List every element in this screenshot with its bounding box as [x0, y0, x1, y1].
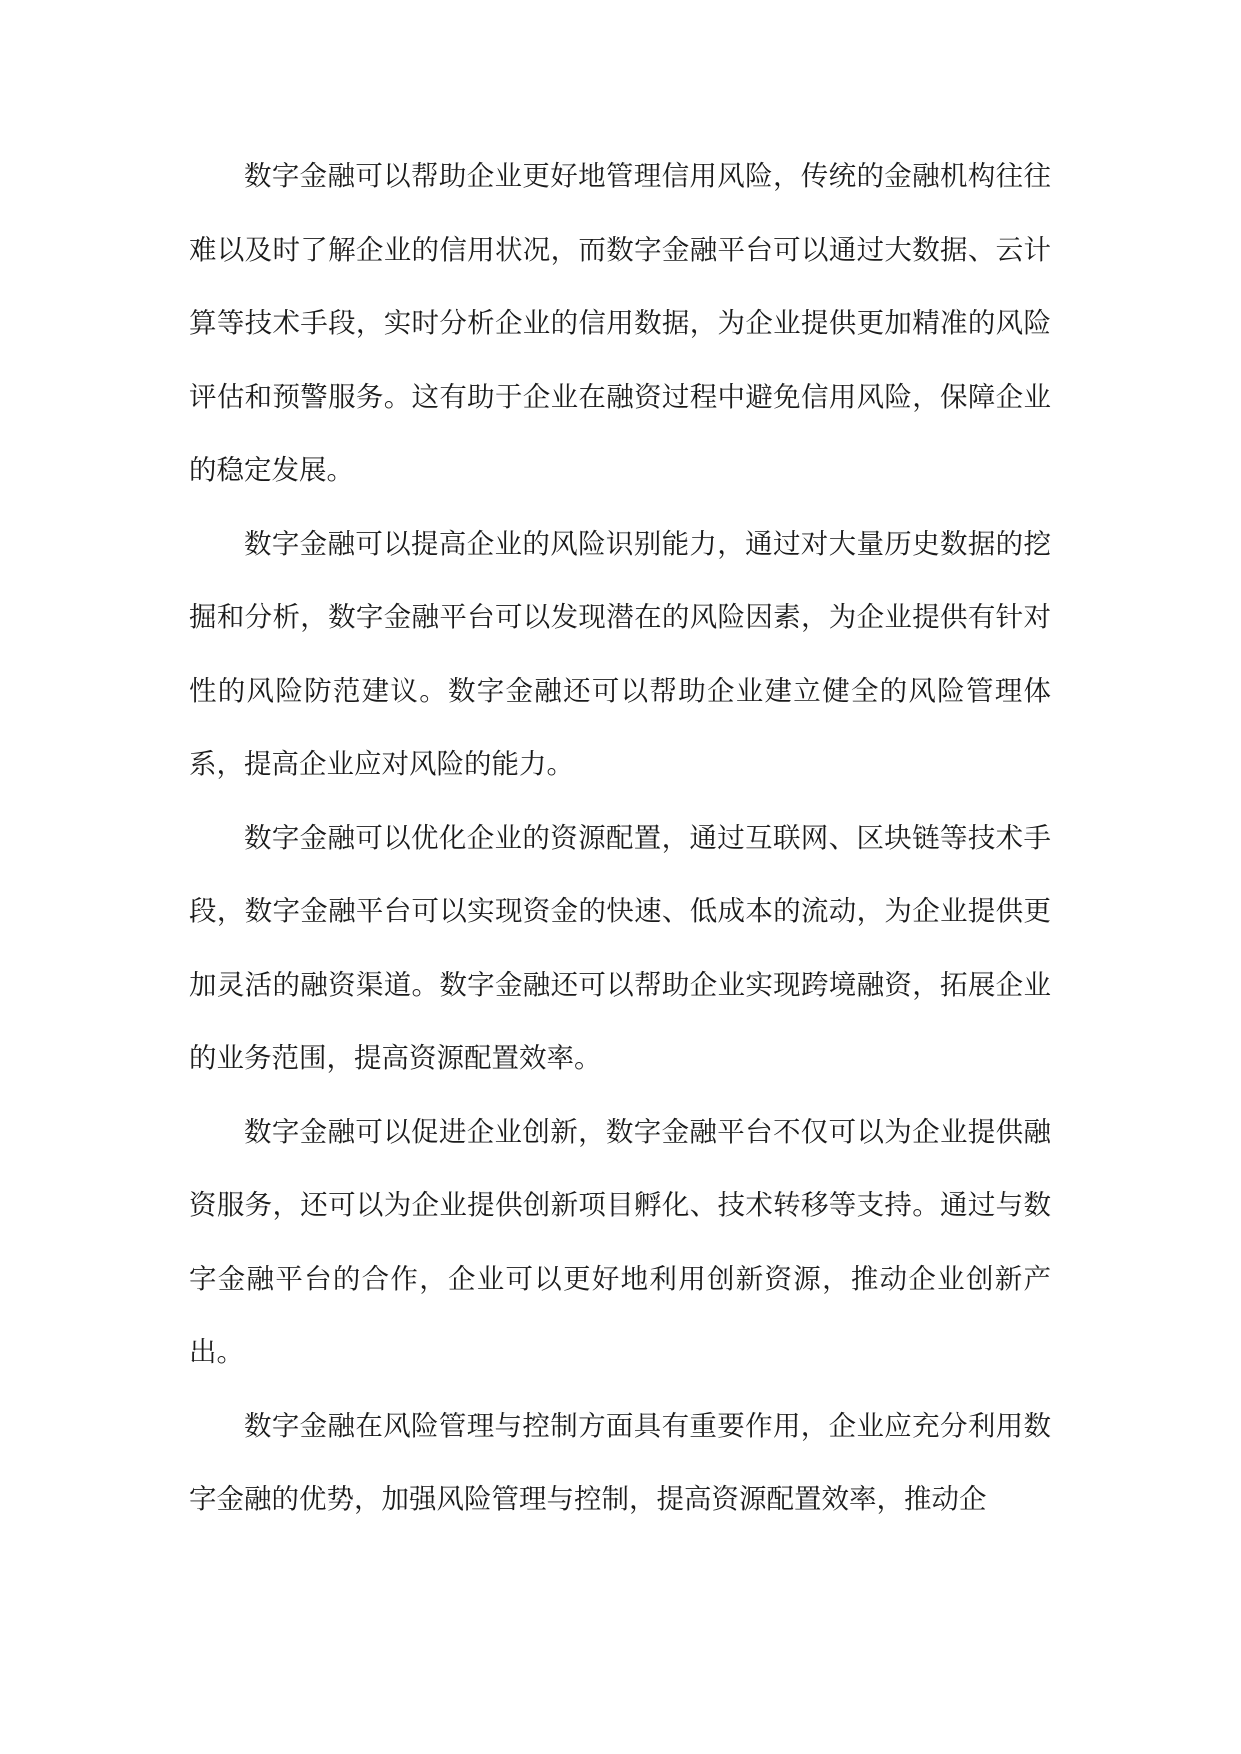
paragraph-innovation: 数字金融可以促进企业创新，数字金融平台不仅可以为企业提供融资服务，还可以为企业提供创新项目孵化、技术转移等支持。通过与数字金融平台的合作，企业可以更好地利用创新资源，推动企业创新产出。 — [189, 1115, 1051, 1368]
document-body — [189, 140, 1051, 1537]
paragraph-conclusion: 数字金融在风险管理与控制方面具有重要作用，企业应充分利用数字金融的优势，加强风险管理与控制，提高资源配置效率，推动企 — [189, 1409, 1051, 1515]
paragraph-resource-allocation: 数字金融可以优化企业的资源配置，通过互联网、区块链等技术手段，数字金融平台可以实现资金的快速、低成本的流动，为企业提供更加灵活的融资渠道。数字金融还可以帮助企业实现跨境融资，拓展企业的业务范围，提高资源配置效率。 — [189, 821, 1051, 1074]
paragraph-risk-identification: 数字金融可以提高企业的风险识别能力，通过对大量历史数据的挖掘和分析，数字金融平台可以发现潜在的风险因素，为企业提供有针对性的风险防范建议。数字金融还可以帮助企业建立健全的风险管理体系，提高企业应对风险的能力。 — [189, 527, 1051, 780]
paragraph-credit-risk: 数字金融可以帮助企业更好地管理信用风险，传统的金融机构往往难以及时了解企业的信用状况，而数字金融平台可以通过大数据、云计算等技术手段，实时分析企业的信用数据，为企业提供更加精准的风险评估和预警服务。这有助于企业在融资过程中避免信用风险，保障企业的稳定发展。 — [189, 160, 1051, 486]
